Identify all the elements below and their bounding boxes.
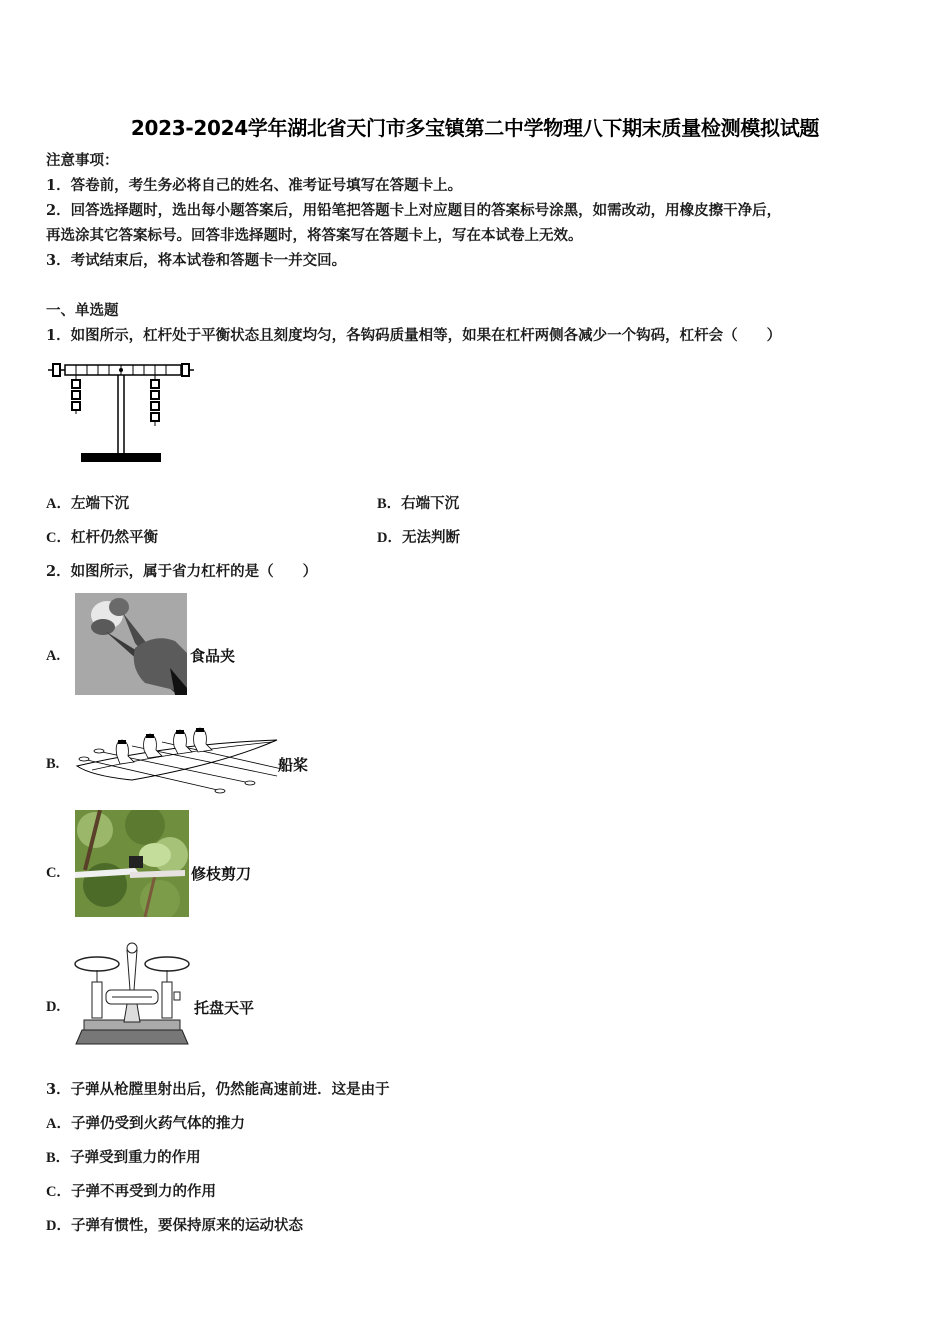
q1-option-d	[377, 528, 460, 548]
section-heading: 一、单选题	[46, 303, 119, 319]
q2-option-b-letter: B.	[46, 756, 60, 772]
option-text: 左端下沉	[70, 495, 129, 512]
option-letter: A．	[46, 1116, 71, 1132]
q1-option-b	[377, 494, 459, 514]
option-text: 子弹不再受到力的作用	[70, 1183, 216, 1200]
q3-option-a	[46, 1114, 245, 1134]
option-text: 右端下沉	[401, 495, 460, 512]
q1-option-c	[46, 528, 158, 548]
option-text: 无法判断	[401, 529, 460, 546]
tray-balance-drawing	[72, 942, 192, 1050]
q3-option-d	[46, 1216, 303, 1236]
option-letter: D．	[46, 1218, 71, 1234]
option-letter: B．	[377, 496, 402, 512]
question-3-stem: 3．子弹从枪膛里射出后，仍然能高速前进．这是由于	[46, 1081, 390, 1098]
food-tongs-photo	[75, 593, 187, 695]
pruning-shears-photo	[75, 810, 189, 917]
q3-option-b	[46, 1148, 201, 1168]
option-letter: D．	[377, 530, 402, 546]
option-letter: B．	[46, 1150, 71, 1166]
question-2-stem: 2．如图所示，属于省力杠杆的是（ ）	[46, 563, 318, 580]
q3-option-c	[46, 1182, 216, 1202]
notice-item-3: 3．考试结束后，将本试卷和答题卡一并交回。	[46, 252, 347, 269]
q2-option-c-caption: 修枝剪刀	[191, 865, 252, 883]
notice-item-2: 2．回答选择题时，选出每小题答案后，用铅笔把答题卡上对应题目的答案标号涂黑，如需改动，用橡皮擦干净后，	[46, 202, 782, 219]
rowing-boat-drawing	[72, 724, 282, 799]
option-letter: A．	[46, 496, 71, 512]
q2-option-a-letter: A.	[46, 648, 61, 664]
option-letter: C．	[46, 1184, 71, 1200]
notice-item-2-cont: 再选涂其它答案标号。回答非选择题时，将答案写在答题卡上，写在本试卷上无效。	[46, 227, 583, 244]
q2-option-c-letter: C.	[46, 865, 61, 881]
q2-option-d-letter: D.	[46, 999, 61, 1015]
option-letter: C．	[46, 530, 71, 546]
q2-option-b-caption: 船桨	[278, 756, 309, 774]
q1-option-a	[46, 494, 129, 514]
question-1-stem: 1．如图所示，杠杆处于平衡状态且刻度均匀，各钩码质量相等，如果在杠杆两侧各减少一个钩码，杠杆会（ ）	[46, 327, 782, 344]
notice-item-1: 1．答卷前，考生务必将自己的姓名、准考证号填写在答题卡上。	[46, 177, 463, 194]
option-text: 子弹有惯性，要保持原来的运动状态	[70, 1217, 303, 1234]
option-text: 子弹仍受到火药气体的推力	[70, 1115, 245, 1132]
lever-balance-diagram	[46, 358, 196, 468]
q2-option-a-caption: 食品夹	[190, 647, 236, 665]
option-text: 杠杆仍然平衡	[70, 529, 158, 546]
document-title: 2023-2024学年湖北省天门市多宝镇第二中学物理八下期末质量检测模拟试题	[130, 116, 820, 140]
q2-option-d-caption: 托盘天平	[194, 999, 255, 1017]
notice-heading: 注意事项：	[46, 152, 119, 169]
option-text: 子弹受到重力的作用	[70, 1149, 201, 1166]
